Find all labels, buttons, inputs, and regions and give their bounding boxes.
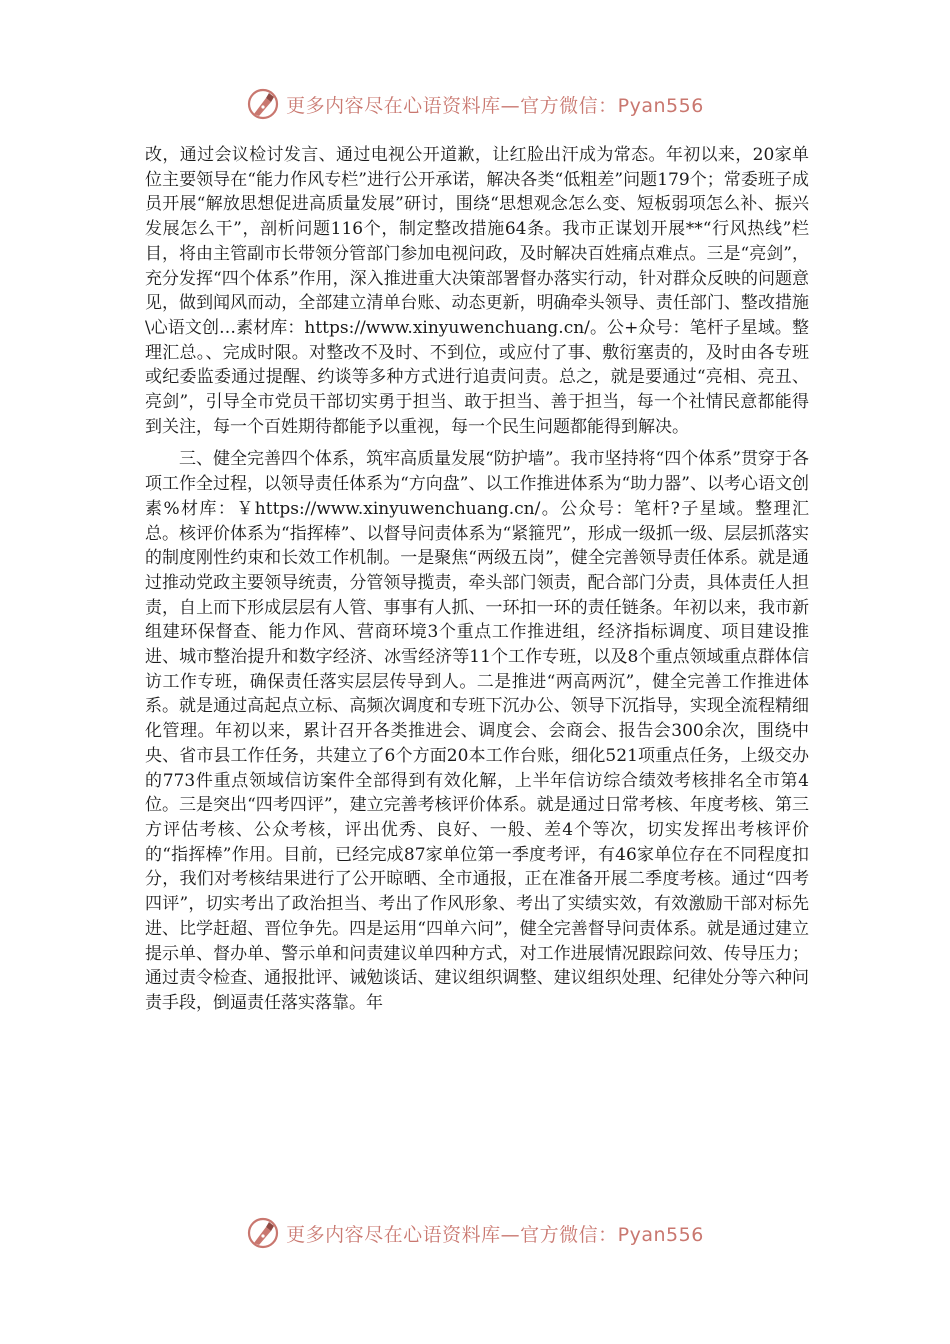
paragraph-1: 改，通过会议检讨发言、通过电视公开道歉，让红脸出汗成为常态。年初以来，20家单位主要领导在“能力作风专栏”进行公开承诺，解决各类“低粗差”问题179个；常委班子成员开展“解放思想促进高质量发展”研讨，围绕“思想观念怎么变、短板弱项怎么补、振兴发展怎么干”，剖析问题116个，制定整改措施64条。我市正谋划开展**“行风热线”栏目，将由主管副市长带领分管部门参加电视问政，及时解决百姓痛点难点。三是“亮剑”，充分发挥“四个体系”作用，深入推进重大决策部署督办落实行动，针对群众反映的问题意见，做到闻风而动，全部建立清单台账、动态更新，明确牵头领导、责任部门、整改措施\心语文创…素材库：https://www.xinyuwenchuang.cn/。公+众号：笔杆子星域。整理汇总。、完成时限。对整改不及时、不到位，或应付了事、敷衍塞责的，及时由各专班或纪委监委通过提醒、约谈等多种方式进行追责问责。总之，就是要通过“亮相、亮丑、亮剑”，引导全市党员干部切实勇于担当、敢于担当、善于担当，每一个社情民意都能得到关注，每一个百姓期待都能予以重视，每一个民生问题都能得到解决。 bbox=[145, 145, 809, 437]
document-body bbox=[145, 143, 809, 1016]
paragraph-2: 三、健全完善四个体系，筑牢高质量发展“防护墙”。我市坚持将“四个体系”贯穿于各项工作全过程，以领导责任体系为“方向盘”、以工作推进体系为“助力器”、以考心语文创素%材库：￥https://www.xinyuwenchuang.cn/。公众号：笔杆?子星域。整理汇总。核评价体系为“指挥棒”、以督导问责体系为“紧箍咒”，形成一级抓一级、层层抓落实的制度刚性约束和长效工作机制。一是聚焦“两级五岗”，健全完善领导责任体系。就是通过推动党政主要领导统责，分管领导揽责，牵头部门领责，配合部门分责，具体责任人担责，自上而下形成层层有人管、事事有人抓、一环扣一环的责任链条。年初以来，我市新组建环保督查、能力作风、营商环境3个重点工作推进组，经济指标调度、项目建设推进、城市整治提升和数字经济、冰雪经济等11个工作专班，以及8个重点领域重点群体信访工作专班，确保责任落实层层传导到人。二是推进“两高两沉”，健全完善工作推进体系。就是通过高起点立标、高频次调度和专班下沉办公、领导下沉指导，实现全流程精细化管理。年初以来，累计召开各类推进会、调度会、会商会、报告会300余次，围绕中央、省市县工作任务，共建立了6个方面20本工作台账，细化521项重点任务，上级交办的773件重点领域信访案件全部得到有效化解，上半年信访综合绩效考核排名全市第4位。三是突出“四考四评”，建立完善考核评价体系。就是通过日常考核、年度考核、第三方评估考核、公众考核，评出优秀、良好、一般、差4个等次，切实发挥出考核评价的“指挥棒”作用。目前，已经完成87家单位第一季度考评，有46家单位存在不同程度扣分，我们对考核结果进行了公开晾晒、全市通报，正在准备开展二季度考核。通过“四考四评”，切实考出了政治担当、考出了作风形象、考出了实绩实效，有效激励干部对标先进、比学赶超、晋位争先。四是运用“四单六问”，健全完善督导问责体系。就是通过建立提示单、督办单、警示单和问责建议单四种方式，对工作进展情况跟踪问效、传导压力；通过责令检查、通报批评、诫勉谈话、建议组织调整、建议组织处理、纪律处分等六种问责手段，倒逼责任落实落靠。年 bbox=[145, 449, 809, 1013]
header-banner-text: 更多内容尽在心语资料库—官方微信：Pyan556 bbox=[286, 94, 704, 117]
pen-nib-icon bbox=[246, 1216, 280, 1250]
footer-banner-text: 更多内容尽在心语资料库—官方微信：Pyan556 bbox=[286, 1223, 704, 1246]
footer-banner bbox=[0, 1213, 950, 1253]
pen-nib-icon bbox=[246, 87, 280, 121]
header-banner bbox=[0, 84, 950, 124]
